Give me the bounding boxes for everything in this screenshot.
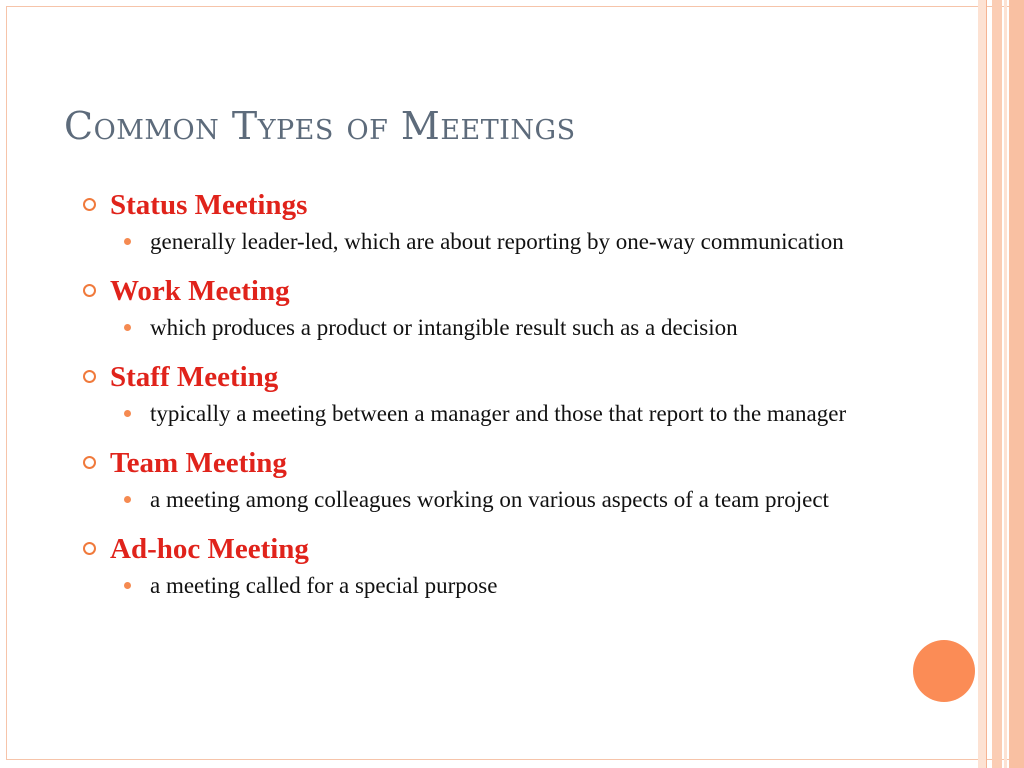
list-item [80, 528, 980, 602]
meeting-type-description: typically a meeting between a manager and those that report to the manager [150, 401, 847, 426]
ring-bullet-icon [83, 456, 96, 469]
bullet-list [80, 184, 980, 614]
decorative-stripe [986, 0, 987, 768]
meeting-type-description: a meeting among colleagues working on various aspects of a team project [150, 487, 829, 512]
meeting-type-label: Ad-hoc Meeting [110, 533, 309, 565]
ring-bullet-icon [83, 198, 96, 211]
meeting-type-label: Staff Meeting [110, 361, 279, 393]
list-item [80, 270, 980, 344]
meeting-type-label: Status Meetings [110, 189, 308, 221]
list-item [80, 184, 980, 258]
list-item-detail [80, 312, 980, 344]
meeting-type-description: generally leader-led, which are about reporting by one-way communication [150, 229, 844, 254]
slide-title: Common Types of Meetings [64, 104, 576, 148]
dot-bullet-icon [124, 582, 131, 589]
decorative-stripe [992, 0, 1002, 768]
list-item [80, 356, 980, 430]
list-item-detail [80, 226, 980, 258]
dot-bullet-icon [124, 496, 131, 503]
list-item-detail [80, 398, 980, 430]
decorative-stripe [1004, 0, 1007, 768]
decorative-stripe [1009, 0, 1024, 768]
list-item-heading [80, 442, 980, 484]
dot-bullet-icon [124, 238, 131, 245]
dot-bullet-icon [124, 324, 131, 331]
list-item-heading [80, 184, 980, 226]
list-item-detail [80, 484, 980, 516]
meeting-type-description: a meeting called for a special purpose [150, 573, 498, 598]
ring-bullet-icon [83, 542, 96, 555]
meeting-type-label: Work Meeting [110, 275, 290, 307]
list-item-heading [80, 528, 980, 570]
ring-bullet-icon [83, 370, 96, 383]
list-item-heading [80, 356, 980, 398]
meeting-type-description: which produces a product or intangible result such as a decision [150, 315, 738, 340]
list-item [80, 442, 980, 516]
list-item-heading [80, 270, 980, 312]
ring-bullet-icon [83, 284, 96, 297]
decorative-circle [913, 640, 975, 702]
list-item-detail [80, 570, 980, 602]
meeting-type-label: Team Meeting [110, 447, 287, 479]
dot-bullet-icon [124, 410, 131, 417]
